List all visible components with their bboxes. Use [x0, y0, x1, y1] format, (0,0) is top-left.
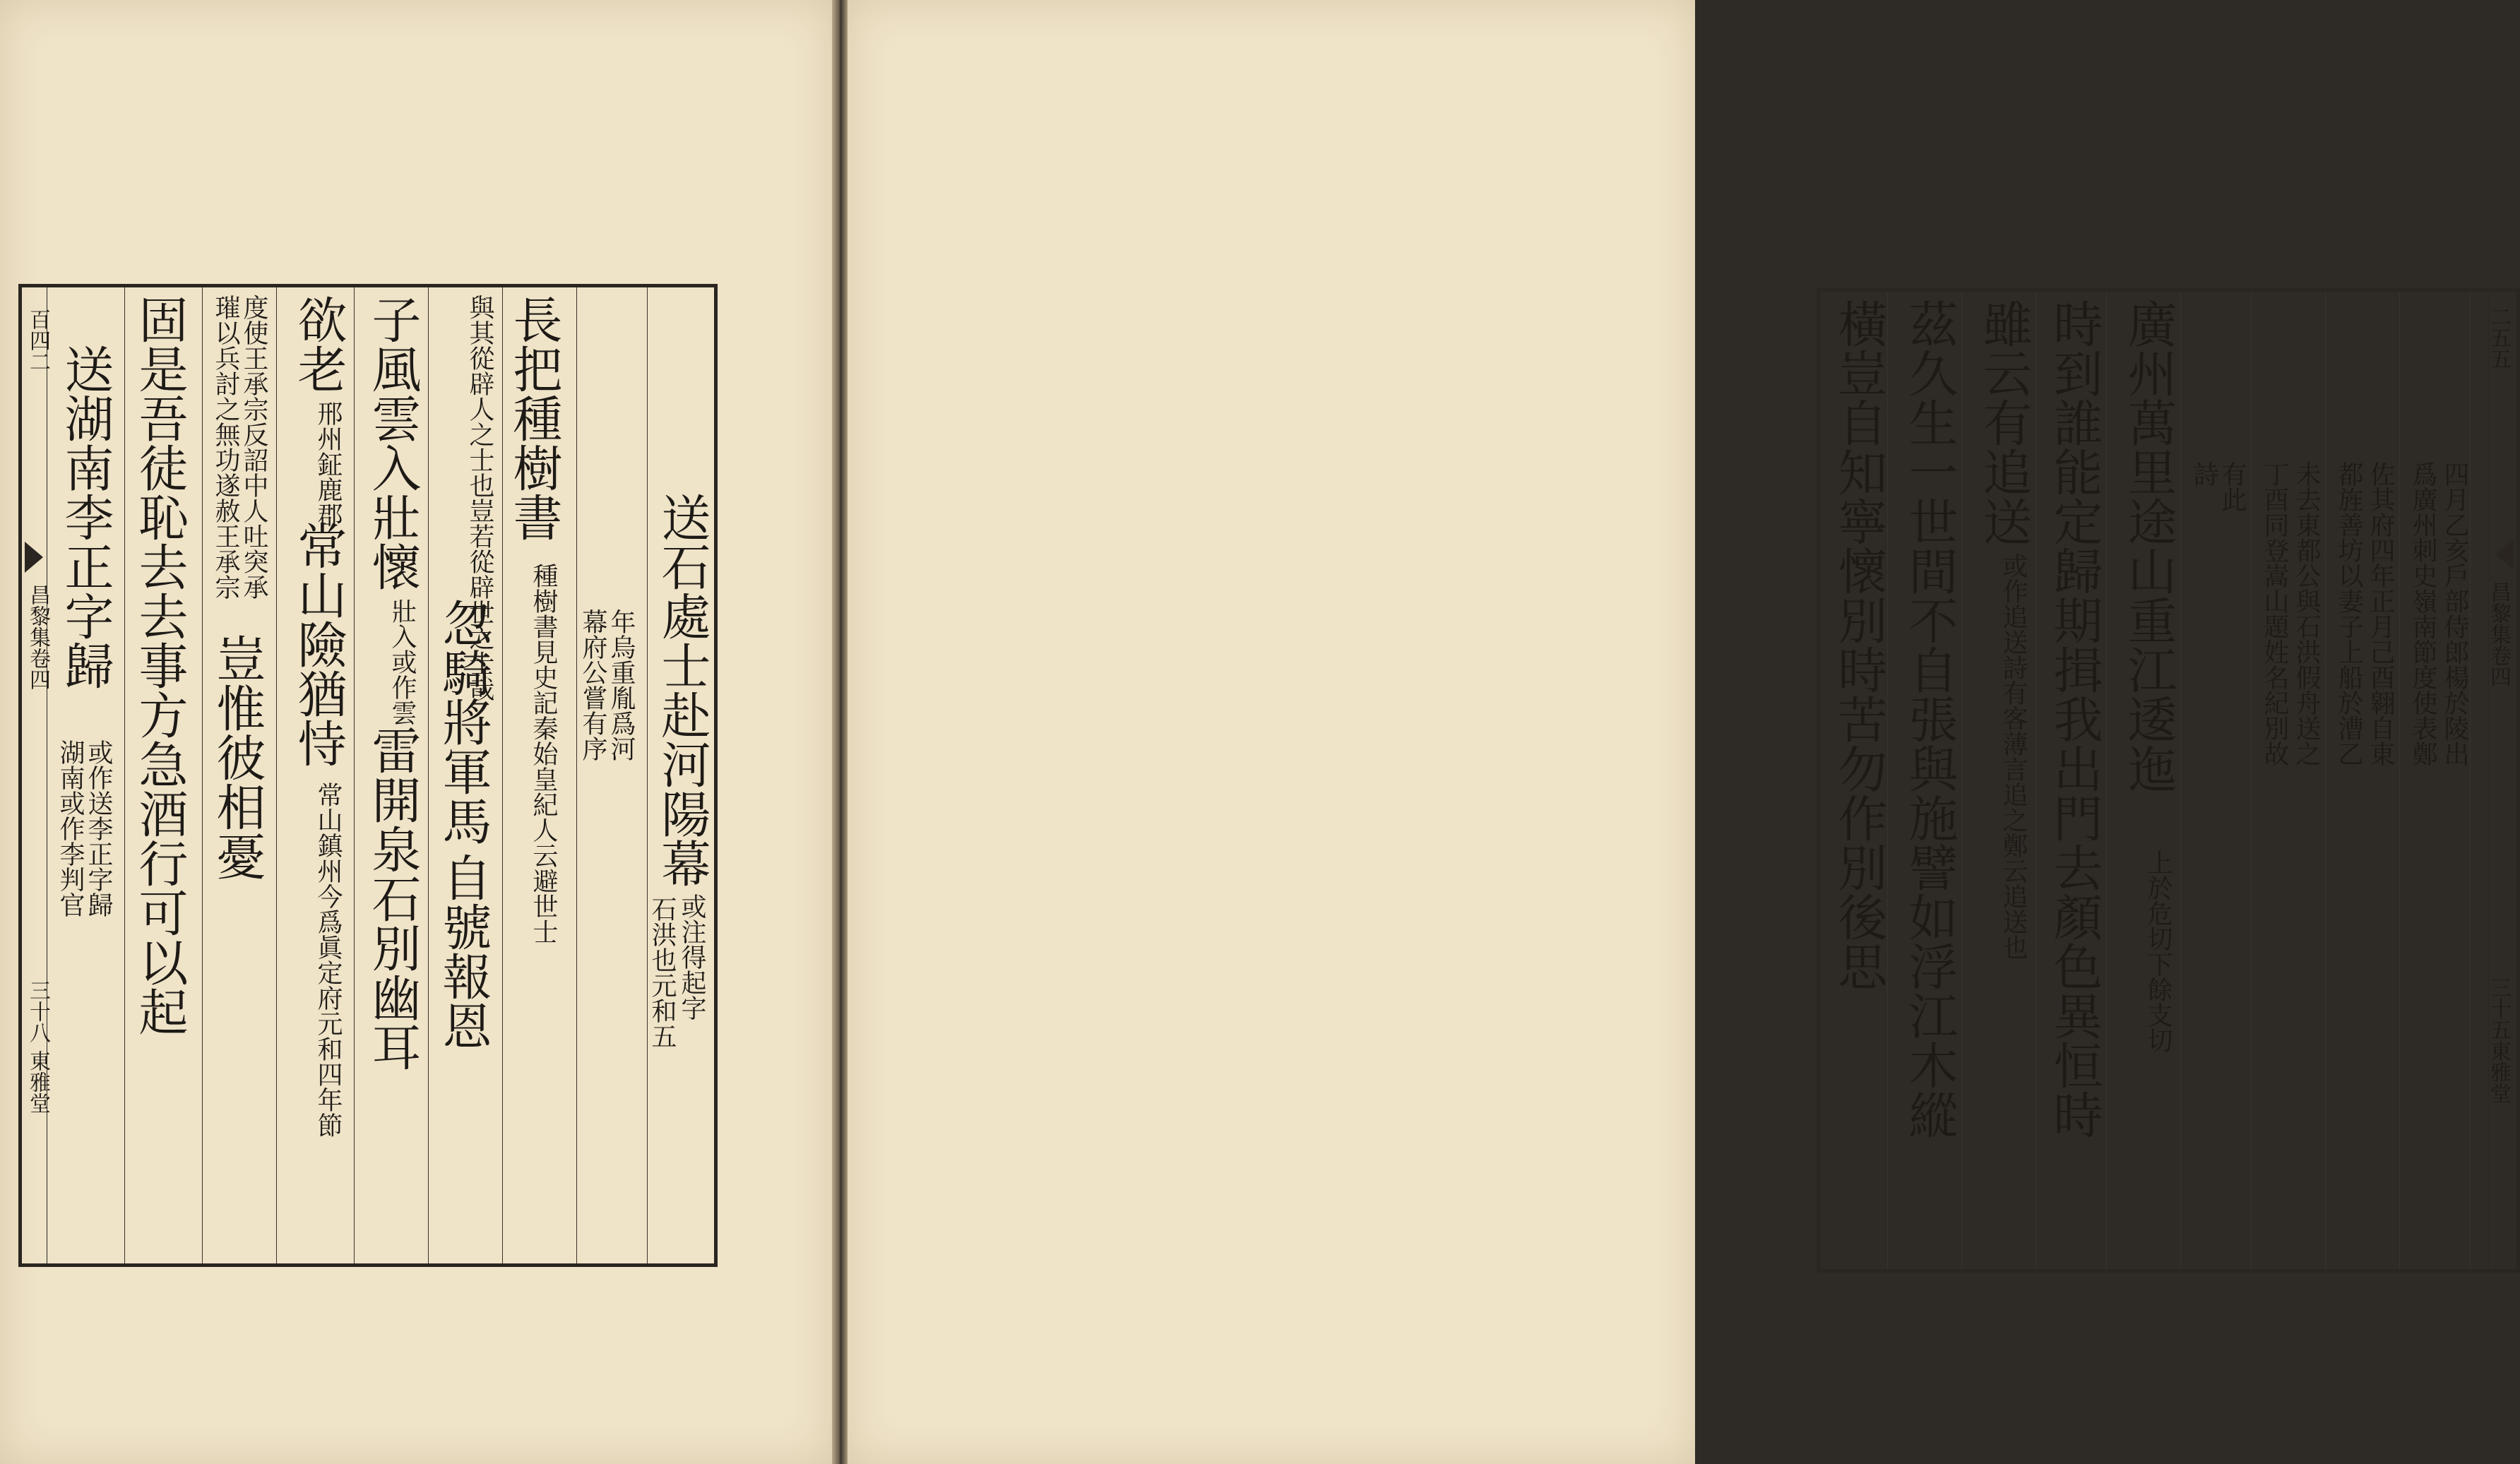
- verse-line: 固是吾徒恥去去事方急酒行可以起: [131, 294, 189, 1036]
- left-margin-book-title: 昌黎集卷四: [25, 584, 50, 690]
- right-margin-book-title: 昌黎集卷四: [2486, 581, 2511, 687]
- column-rule: [576, 287, 577, 1263]
- preface-note: 有此: [2218, 461, 2247, 512]
- verse-annotation: 璀以兵討之無功遂赦王承宗: [211, 294, 240, 600]
- column-rule: [276, 287, 277, 1263]
- verse-line: 常山險猶恃: [290, 520, 347, 768]
- column-rule: [2399, 292, 2400, 1269]
- poem-title-shi-chushi: 送石處士赴河陽幕: [653, 492, 711, 888]
- right-margin-publisher: 東雅堂: [2486, 1040, 2511, 1104]
- column-rule: [1961, 292, 1962, 1269]
- right-fishtail-mark: [2495, 539, 2514, 570]
- preface-note: 詩: [2189, 461, 2218, 487]
- left-margin-leaf-number: 三十八: [25, 980, 50, 1043]
- poem-title-li-zhengzi: 送湖南李正字歸: [57, 344, 114, 690]
- verse-line: 子風雲入壯懷: [364, 294, 422, 591]
- title-note-b: 石洪也元和五: [648, 896, 677, 1049]
- left-margin-page-number: 百四二: [25, 309, 50, 372]
- verse-line: 廣州萬里途山重江逶迤: [2120, 299, 2177, 793]
- verse-line: 欲老: [290, 294, 347, 393]
- column-rule: [502, 287, 503, 1263]
- column-rule: [2180, 292, 2181, 1269]
- column-rule: [2106, 292, 2107, 1269]
- right-margin-page-number: 二五五: [2486, 306, 2511, 369]
- book-gutter: [832, 0, 848, 1464]
- column-rule: [354, 287, 355, 1263]
- verse-line: 雖云有追送: [1975, 299, 2033, 546]
- verse-line: 豈惟彼相憂: [208, 633, 266, 881]
- column-rule: [647, 287, 648, 1263]
- verse-line: 茲久生一世間不自張與施譬如浮江木縱: [1901, 299, 1959, 1139]
- preface-note: 佐其府四年正月己酉翱自東: [2366, 461, 2395, 766]
- column-rule: [2325, 292, 2326, 1269]
- title-note-a: 或作送李正字歸: [84, 739, 113, 917]
- right-margin-strip: [2488, 292, 2516, 1269]
- title-note-a: 或注得起字: [677, 893, 706, 1020]
- right-margin-leaf-number: 三十五: [2486, 977, 2511, 1040]
- verse-annotation: 邢州鉦鹿郡: [314, 400, 343, 528]
- verse-line: 自號報恩: [434, 852, 492, 1050]
- column-rule: [2251, 292, 2252, 1269]
- right-page: [848, 0, 2511, 1464]
- verse-annotation: 壯入或作雲: [388, 598, 417, 725]
- title-note-d: 幕府公嘗有序: [578, 609, 607, 761]
- verse-annotation: 常山鎮州今爲眞定府元和四年節: [314, 782, 343, 1138]
- title-note-c: 年烏重胤爲河: [607, 609, 636, 761]
- preface-note: 爲廣州刺史嶺南節度使表鄭: [2408, 461, 2437, 766]
- verse-annotation: 與其從辟人之士也豈若從辟世之士哉: [465, 294, 494, 701]
- verse-line: 長把種樹書: [505, 294, 563, 542]
- verse-annotation: 度使王承宗反詔中人吐突承: [239, 294, 268, 600]
- left-margin-publisher: 東雅堂: [25, 1050, 50, 1114]
- column-rule: [2035, 292, 2036, 1269]
- preface-note: 未去東都公與石洪假舟送之: [2292, 461, 2321, 766]
- preface-note: 都旌善坊以妻子上船於漕乙: [2334, 461, 2363, 766]
- preface-note: 四月乙亥戶部侍郎楊於陵出: [2440, 461, 2469, 766]
- verse-annotation: 種樹書見史記秦始皇紀人云避世士: [529, 563, 558, 944]
- column-rule: [2470, 292, 2471, 1269]
- verse-line: 忽騎將軍馬: [434, 598, 492, 845]
- verse-line: 雷開泉石別幽耳: [364, 725, 422, 1071]
- column-rule: [124, 287, 125, 1263]
- verse-line: 橫豈自知寧懷別時苦勿作別後思: [1830, 299, 1888, 991]
- left-page: [0, 0, 832, 1464]
- title-note-b: 湖南或作李判官: [56, 739, 85, 917]
- left-fishtail-mark: [25, 542, 43, 573]
- preface-note: 丁酉同登嵩山題姓名紀別故: [2260, 461, 2289, 766]
- right-text-frame: [1817, 288, 2520, 1273]
- column-rule: [428, 287, 429, 1263]
- verse-annotation: 上於危切下餘支切: [2144, 850, 2173, 1053]
- left-margin-strip: [22, 287, 47, 1263]
- verse-annotation: 或作追送詩有客薄言追之鄭云追送也: [1999, 553, 2028, 960]
- left-text-frame: [18, 284, 718, 1267]
- column-rule: [202, 287, 203, 1263]
- verse-line: 時到誰能定歸期揖我出門去顏色異恒時: [2045, 299, 2103, 1139]
